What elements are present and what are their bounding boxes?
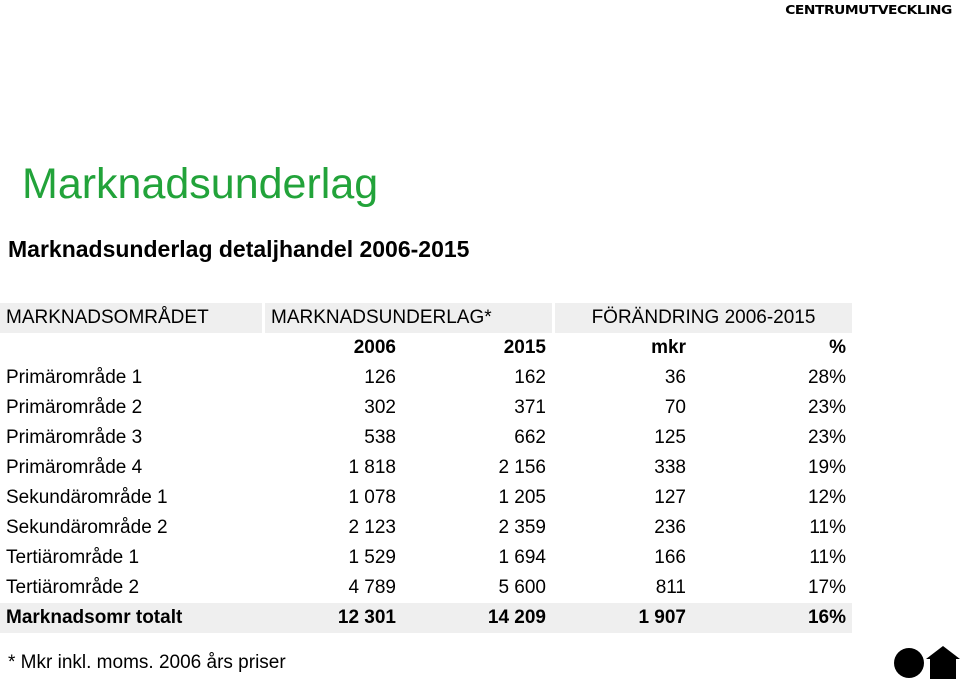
cell-v2015: 1 205 [498,487,546,508]
subheader-pct: % [829,337,846,358]
table-row [0,363,852,393]
cell-mkr: 70 [664,397,686,418]
circle-house-logo-icon [892,645,960,681]
cell-mkr: 127 [654,487,686,508]
cell-v2015: 162 [514,367,546,388]
table-row [0,453,852,483]
cell-area: Sekundärområde 1 [6,487,168,508]
cell-v2015: 1 694 [498,547,546,568]
cell-mkr: 236 [654,517,686,538]
cell-mkr: 1 907 [552,603,692,633]
cell-pct: 23% [807,397,846,418]
cell-v2006: 2 123 [348,517,396,538]
table-row [0,483,852,513]
cell-pct: 16% [692,603,852,633]
header-area: MARKNADSOMRÅDET [0,303,262,333]
cell-pct: 11% [809,547,846,568]
table-header-row [0,303,852,333]
subheader-mkr: mkr [651,337,686,358]
cell-v2006: 1 529 [348,547,396,568]
cell-area: Sekundärområde 2 [6,517,168,538]
cell-area: Primärområde 3 [6,427,143,448]
table-row [0,543,852,573]
table-subheader-row [0,333,852,363]
cell-pct: 17% [807,577,846,598]
cell-area: Primärområde 1 [6,367,143,388]
subheader-empty [0,333,262,363]
cell-area: Primärområde 2 [6,397,143,418]
cell-area: Tertiärområde 1 [6,547,140,568]
cell-mkr: 36 [664,367,686,388]
footnote: * Mkr inkl. moms. 2006 års priser [8,652,286,673]
cell-v2006: 1 078 [348,487,396,508]
cell-v2006: 1 818 [348,457,396,478]
cell-area: Marknadsomr totalt [0,603,262,633]
cell-mkr: 338 [654,457,686,478]
cell-pct: 19% [807,457,846,478]
cell-v2015: 2 156 [498,457,546,478]
subheader-2015: 2015 [503,337,546,358]
cell-v2015: 371 [514,397,546,418]
subheader-2006: 2006 [353,337,396,358]
cell-area: Primärområde 4 [6,457,143,478]
cell-v2006: 302 [364,397,396,418]
cell-v2015: 662 [514,427,546,448]
cell-v2006: 126 [364,367,396,388]
cell-mkr: 125 [654,427,686,448]
page-title: Marknadsunderlag [22,160,379,208]
cell-pct: 11% [809,517,846,538]
table-total-row [0,603,852,633]
cell-v2006: 4 789 [348,577,396,598]
cell-mkr: 166 [654,547,686,568]
header-underlag: MARKNADSUNDERLAG* [262,303,552,333]
cell-v2006: 12 301 [262,603,402,633]
cell-pct: 28% [807,367,846,388]
cell-v2006: 538 [364,427,396,448]
table-row [0,423,852,453]
table-row [0,393,852,423]
cell-v2015: 2 359 [498,517,546,538]
market-table [0,303,852,633]
cell-v2015: 14 209 [402,603,552,633]
cell-area: Tertiärområde 2 [6,577,140,598]
cell-mkr: 811 [655,577,686,598]
header-forandring: FÖRÄNDRING 2006-2015 [552,303,852,333]
table-row [0,573,852,603]
cell-pct: 12% [807,487,846,508]
cell-v2015: 5 600 [498,577,546,598]
cell-pct: 23% [807,427,846,448]
table-row [0,513,852,543]
page-subtitle: Marknadsunderlag detaljhandel 2006-2015 [8,236,470,262]
brand-wordmark: CENTRUMUTVECKLING [785,3,952,17]
